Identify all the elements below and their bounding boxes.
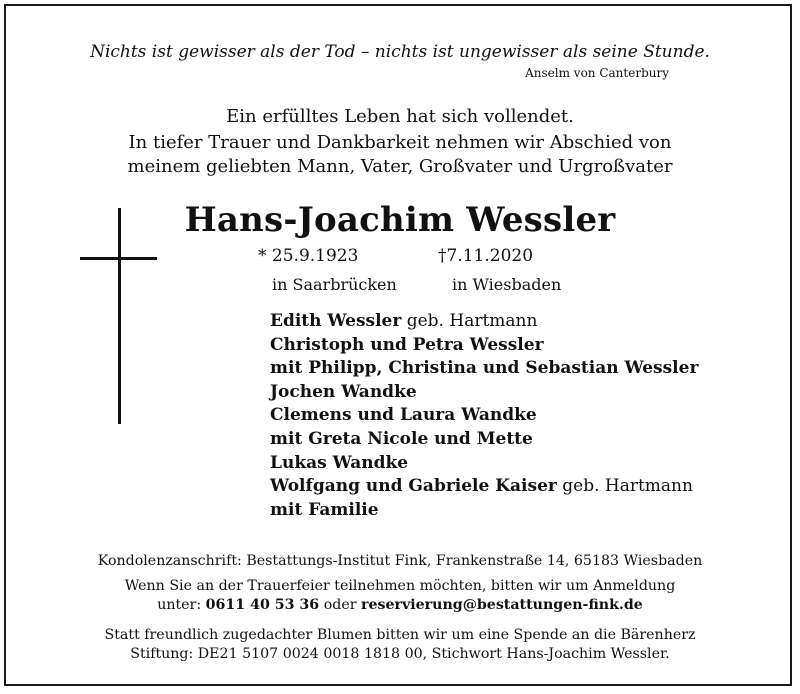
- cross-icon: [118, 208, 121, 424]
- birth-date-line: [258, 246, 358, 266]
- cross-icon-bar: [80, 257, 157, 260]
- death-place: in Wiesbaden: [452, 275, 562, 294]
- condolence-address: Kondolenzanschrift: Bestattungs-Institut Fink, Frankenstraße 14, 65183 Wiesbaden: [97, 553, 703, 569]
- quote-author: Anselm von Canterbury: [525, 66, 669, 80]
- donation-line-1: Statt freundlich zugedachter Blumen bitten wir um eine Spende an die Bärenherz: [104, 627, 696, 643]
- mourner-line: Jochen Wandke: [270, 381, 417, 402]
- birth-date: 25.9.1923: [271, 246, 359, 266]
- quote-text: Nichts ist gewisser als der Tod – nichts ist ungewisser als seine Stunde.: [90, 42, 710, 62]
- attendance-line-1: Wenn Sie an der Trauerfeier teilnehmen möchten, bitten wir um Anmeldung: [124, 578, 676, 594]
- mourner-line: Wolfgang und Gabriele Kaiser geb. Hartmann: [270, 476, 693, 497]
- mourners-list: [270, 310, 698, 522]
- intro-line-1: Ein erfülltes Leben hat sich vollendet.: [226, 106, 574, 127]
- email-address: reservierung@bestattungen-fink.de: [361, 597, 643, 613]
- death-symbol: †: [438, 246, 447, 266]
- mourner-line: Edith Wessler geb. Hartmann: [270, 311, 538, 331]
- mourner-line: Christoph und Petra Wessler: [270, 334, 544, 355]
- mourner-line: mit Philipp, Christina und Sebastian Wessler: [270, 358, 699, 379]
- attendance-line-2: unter: 0611 40 53 36 oder reservierung@bestattungen-fink.de: [157, 597, 643, 613]
- mourner-line: mit Greta Nicole und Mette: [270, 428, 533, 449]
- phone-number: 0611 40 53 36: [205, 597, 320, 613]
- donation-line-2: Stiftung: DE21 5107 0024 0018 1818 00, Stichwort Hans-Joachim Wessler.: [130, 646, 670, 662]
- intro-line-3: meinem geliebten Mann, Vater, Großvater und Urgroßvater: [127, 156, 673, 177]
- birth-place: in Saarbrücken: [272, 275, 397, 294]
- death-date: 7.11.2020: [446, 246, 534, 266]
- intro-line-2: In tiefer Trauer und Dankbarkeit nehmen wir Abschied von: [128, 132, 672, 153]
- mourner-line: mit Familie: [270, 499, 379, 520]
- death-date-line: [438, 246, 533, 266]
- mourner-line: Clemens und Laura Wandke: [270, 405, 537, 426]
- deceased-name: Hans-Joachim Wessler: [184, 200, 616, 240]
- birth-symbol: *: [258, 246, 267, 266]
- mourner-line: Lukas Wandke: [270, 452, 409, 473]
